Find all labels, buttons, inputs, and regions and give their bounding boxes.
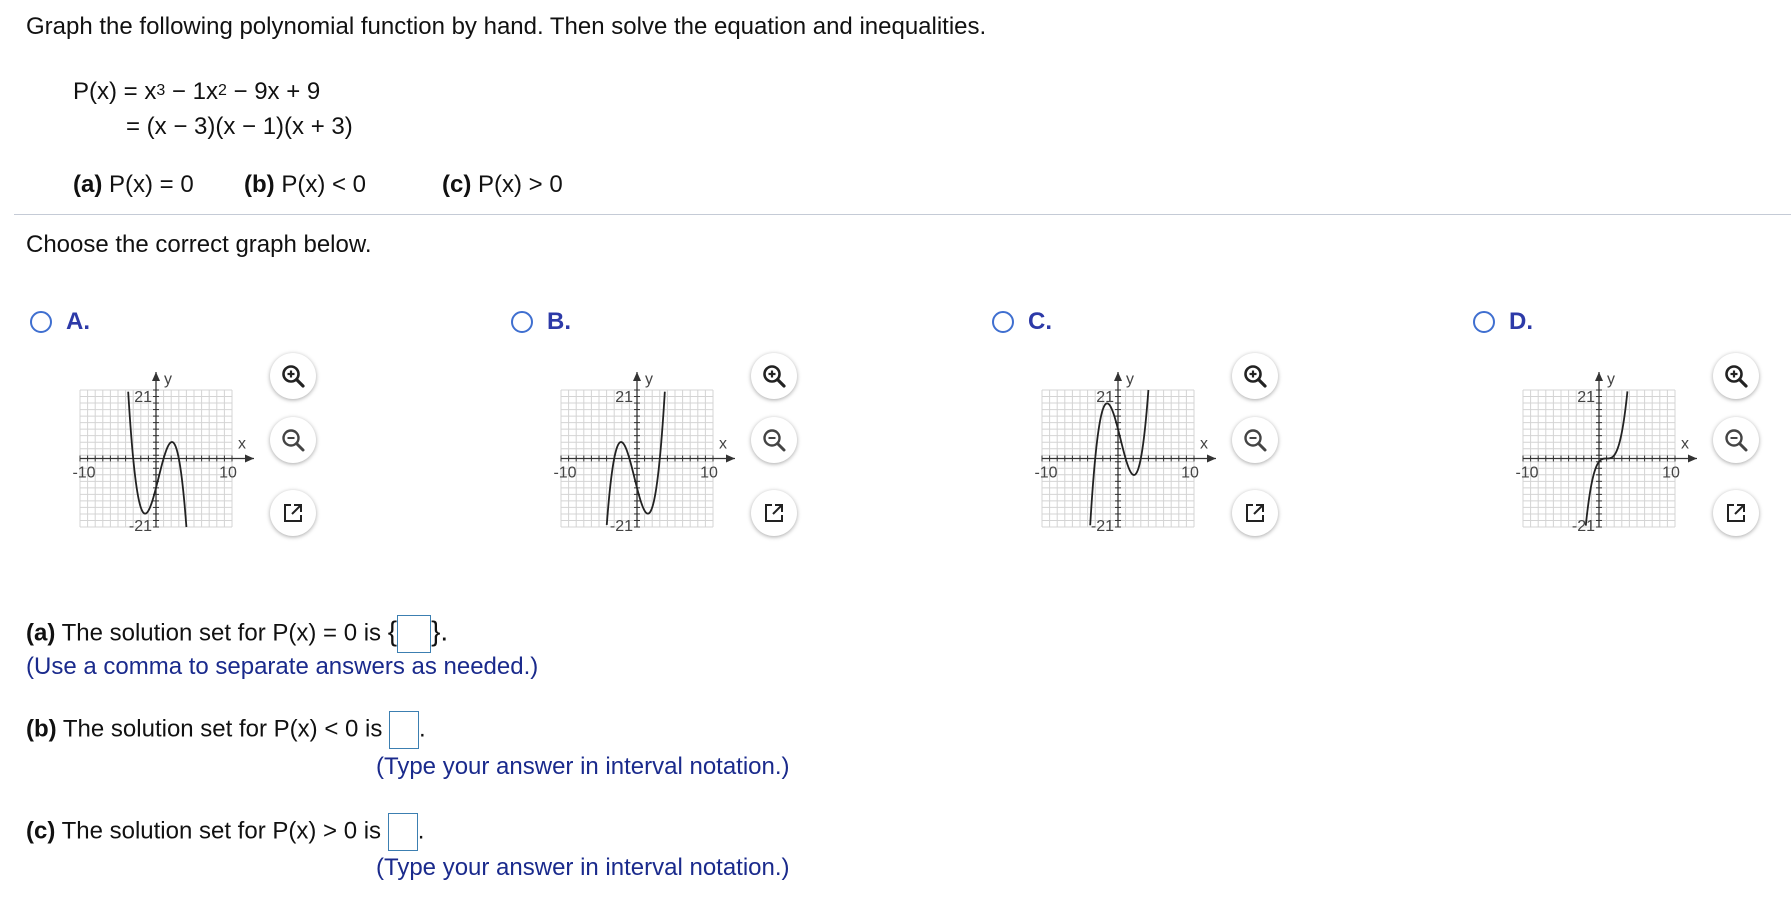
part-c-statement: [442, 171, 563, 199]
y-axis-label: y: [1607, 371, 1615, 388]
answer-b-input[interactable]: [389, 711, 419, 749]
x-axis-arrow: [1688, 455, 1697, 463]
part-c-text: P(x) > 0: [471, 171, 563, 198]
x-axis-label: x: [238, 435, 246, 453]
answer-b-row: [26, 711, 426, 749]
x-max-label: 10: [1662, 464, 1680, 482]
answer-a-close-brace: }.: [431, 615, 449, 647]
option-d-zoom-in-button[interactable]: [1713, 353, 1759, 399]
option-a-zoom-in-button[interactable]: [270, 353, 316, 399]
answer-b-label: (b): [26, 715, 57, 743]
option-c-zoom-out-button[interactable]: [1232, 417, 1278, 463]
option-b-popout-button[interactable]: [751, 490, 797, 536]
x-min-label: -10: [553, 464, 577, 482]
x-min-label: -10: [1515, 464, 1539, 482]
polynomial-curve: [1090, 390, 1148, 525]
answer-a-row: [26, 615, 448, 653]
poly-mid: − 1x: [165, 78, 218, 105]
y-axis-label: y: [164, 371, 172, 388]
part-c-label: (c): [442, 171, 472, 198]
answer-c-period: .: [417, 817, 425, 845]
y-min-label: -21: [1571, 518, 1595, 535]
section-divider: [14, 214, 1791, 215]
poly-lhs: P(x) = x: [73, 78, 157, 105]
y-axis-label: y: [1126, 371, 1134, 388]
zoom-in-icon: [1242, 363, 1268, 389]
option-c-zoom-in-button[interactable]: [1232, 353, 1278, 399]
answer-a-label: (a): [26, 619, 56, 647]
polynomial-expanded: [73, 78, 320, 106]
option-d-label[interactable]: D.: [1509, 308, 1533, 335]
part-b-text: P(x) < 0: [274, 171, 367, 198]
answer-c-text: The solution set for P(x) > 0 is: [55, 817, 388, 845]
answer-a-input[interactable]: [397, 615, 431, 653]
open-in-new-window-icon: [282, 502, 304, 524]
answer-a-hint: (Use a comma to separate answers as needed.): [26, 653, 539, 680]
x-axis-label: x: [1681, 435, 1689, 453]
y-axis-arrow: [1114, 372, 1122, 381]
part-a-statement: [73, 171, 194, 199]
option-a-zoom-out-button[interactable]: [270, 417, 316, 463]
y-axis-label: y: [645, 371, 653, 388]
zoom-out-icon: [1242, 427, 1268, 453]
x-axis-arrow: [1207, 455, 1216, 463]
y-max-label: 21: [615, 389, 633, 406]
y-max-label: 21: [1096, 389, 1114, 406]
y-max-label: 21: [1577, 389, 1595, 406]
option-b-radio[interactable]: [511, 311, 533, 333]
zoom-in-icon: [1723, 363, 1749, 389]
y-axis-arrow: [1595, 372, 1603, 381]
x-axis-label: x: [719, 435, 727, 453]
x-max-label: 10: [219, 464, 237, 482]
open-in-new-window-icon: [1725, 502, 1747, 524]
option-d-zoom-out-button[interactable]: [1713, 417, 1759, 463]
part-a-text: P(x) = 0: [102, 171, 194, 198]
x-axis-arrow: [726, 455, 735, 463]
option-b-graph: [541, 355, 741, 545]
option-c-label[interactable]: C.: [1028, 308, 1052, 335]
y-axis-arrow: [633, 372, 641, 381]
option-a-label[interactable]: A.: [66, 308, 90, 335]
zoom-out-icon: [1723, 427, 1749, 453]
option-c-graph: [1022, 355, 1222, 545]
x-min-label: -10: [72, 464, 96, 482]
answer-c-input[interactable]: [388, 813, 418, 851]
answer-c-row: [26, 813, 424, 851]
zoom-in-icon: [280, 363, 306, 389]
poly-exp-2: 2: [217, 82, 227, 99]
option-d-radio[interactable]: [1473, 311, 1495, 333]
zoom-out-icon: [280, 427, 306, 453]
polynomial-curve: [128, 392, 186, 527]
option-b-label[interactable]: B.: [547, 308, 571, 335]
part-b-label: (b): [244, 171, 275, 198]
y-min-label: -21: [128, 518, 152, 535]
choose-graph-prompt: Choose the correct graph below.: [26, 231, 372, 258]
option-d-popout-button[interactable]: [1713, 490, 1759, 536]
x-max-label: 10: [700, 464, 718, 482]
answer-c-hint: (Type your answer in interval notation.): [376, 854, 790, 881]
y-max-label: 21: [134, 389, 152, 406]
answer-b-period: .: [419, 715, 426, 743]
zoom-in-icon: [761, 363, 787, 389]
answer-c-label: (c): [26, 817, 56, 845]
option-b-zoom-in-button[interactable]: [751, 353, 797, 399]
option-d-graph: [1503, 355, 1703, 545]
polynomial-factored: = (x − 3)(x − 1)(x + 3): [126, 113, 353, 140]
option-a-radio[interactable]: [30, 311, 52, 333]
x-max-label: 10: [1181, 464, 1199, 482]
y-min-label: -21: [1090, 518, 1114, 535]
y-min-label: -21: [609, 518, 633, 535]
poly-tail: − 9x + 9: [226, 78, 321, 105]
option-a-graph: [60, 355, 260, 545]
answer-b-text: The solution set for P(x) < 0 is: [56, 715, 390, 743]
open-in-new-window-icon: [1244, 502, 1266, 524]
open-in-new-window-icon: [763, 502, 785, 524]
answer-a-open-brace: {: [387, 615, 398, 647]
option-b-zoom-out-button[interactable]: [751, 417, 797, 463]
y-axis-arrow: [152, 372, 160, 381]
question-instruction: Graph the following polynomial function by hand. Then solve the equation and inequalities.: [26, 13, 987, 40]
zoom-out-icon: [761, 427, 787, 453]
x-axis-label: x: [1200, 435, 1208, 453]
option-c-radio[interactable]: [992, 311, 1014, 333]
answer-b-hint: (Type your answer in interval notation.): [376, 753, 790, 780]
option-a-popout-button[interactable]: [270, 490, 316, 536]
option-c-popout-button[interactable]: [1232, 490, 1278, 536]
part-a-label: (a): [73, 171, 103, 198]
part-b-statement: [244, 171, 366, 199]
x-axis-arrow: [245, 455, 254, 463]
x-min-label: -10: [1034, 464, 1058, 482]
poly-exp-3: 3: [156, 82, 166, 99]
answer-a-text: The solution set for P(x) = 0 is: [55, 619, 388, 647]
